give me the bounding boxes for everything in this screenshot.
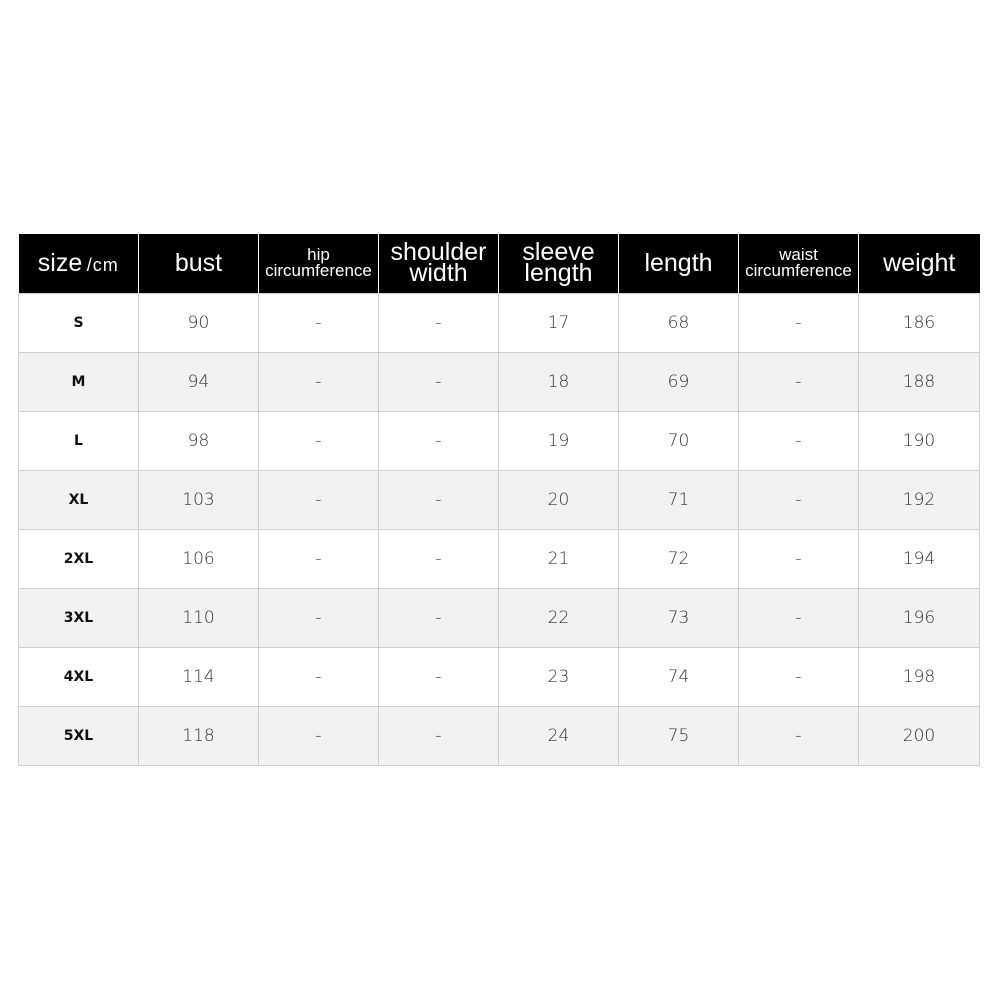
table-row: [19, 647, 980, 706]
header-hip-line1: hip: [307, 244, 330, 264]
header-shoulder-width: [379, 234, 499, 293]
cell-shoulder: -: [379, 647, 499, 706]
cell-length: 69: [619, 352, 739, 411]
table-row: [19, 706, 980, 765]
table-row: [19, 411, 980, 470]
cell-shoulder: -: [379, 293, 499, 352]
header-bust-label: bust: [174, 248, 223, 277]
cell-length: 73: [619, 588, 739, 647]
cell-bust: 110: [139, 588, 259, 647]
header-hip-circumference: [259, 234, 379, 293]
cell-size: 5XL: [19, 706, 139, 765]
cell-waist: -: [739, 470, 859, 529]
cell-hip: -: [259, 647, 379, 706]
cell-weight: 190: [859, 411, 980, 470]
header-size: [19, 234, 139, 293]
table-row: [19, 470, 980, 529]
cell-weight: 192: [859, 470, 980, 529]
table-row: [19, 529, 980, 588]
cell-length: 75: [619, 706, 739, 765]
header-hip-label: [265, 244, 372, 280]
cell-sleeve: 17: [499, 293, 619, 352]
header-weight-label: weight: [883, 248, 956, 277]
cell-weight: 188: [859, 352, 980, 411]
header-length: [619, 234, 739, 293]
cell-size: 4XL: [19, 647, 139, 706]
header-waist-line1: waist: [779, 244, 818, 264]
cell-shoulder: -: [379, 706, 499, 765]
table-row: [19, 588, 980, 647]
cell-weight: 196: [859, 588, 980, 647]
cell-hip: -: [259, 529, 379, 588]
header-hip-line2: circumference: [265, 260, 372, 280]
cell-waist: -: [739, 293, 859, 352]
table-header: [19, 234, 980, 293]
cell-shoulder: -: [379, 529, 499, 588]
cell-length: 74: [619, 647, 739, 706]
cell-size: L: [19, 411, 139, 470]
cell-size: 2XL: [19, 529, 139, 588]
cell-length: 71: [619, 470, 739, 529]
cell-shoulder: -: [379, 588, 499, 647]
cell-hip: -: [259, 588, 379, 647]
cell-waist: -: [739, 588, 859, 647]
header-shoulder-label: [390, 237, 487, 287]
cell-shoulder: -: [379, 470, 499, 529]
cell-length: 72: [619, 529, 739, 588]
cell-weight: 186: [859, 293, 980, 352]
cell-hip: -: [259, 411, 379, 470]
header-bust: [139, 234, 259, 293]
cell-weight: 198: [859, 647, 980, 706]
cell-sleeve: 19: [499, 411, 619, 470]
cell-hip: -: [259, 352, 379, 411]
cell-waist: -: [739, 706, 859, 765]
table-row: [19, 293, 980, 352]
cell-weight: 194: [859, 529, 980, 588]
cell-sleeve: 24: [499, 706, 619, 765]
cell-size: M: [19, 352, 139, 411]
cell-hip: -: [259, 293, 379, 352]
cell-bust: 103: [139, 470, 259, 529]
header-size-unit: /cm: [86, 254, 119, 275]
header-weight: [859, 234, 980, 293]
cell-shoulder: -: [379, 352, 499, 411]
cell-waist: -: [739, 352, 859, 411]
cell-length: 68: [619, 293, 739, 352]
header-size-label: size: [37, 248, 83, 277]
cell-waist: -: [739, 529, 859, 588]
size-chart-table: [18, 234, 980, 766]
cell-bust: 94: [139, 352, 259, 411]
table-body: [19, 293, 980, 765]
cell-size: S: [19, 293, 139, 352]
cell-size: XL: [19, 470, 139, 529]
cell-bust: 114: [139, 647, 259, 706]
header-sleeve-line1: sleeve: [522, 237, 595, 266]
cell-bust: 98: [139, 411, 259, 470]
header-sleeve-length: [499, 234, 619, 293]
cell-waist: -: [739, 411, 859, 470]
table-row: [19, 352, 980, 411]
header-sleeve-line2: length: [524, 258, 593, 287]
header-row: [19, 234, 980, 293]
cell-bust: 118: [139, 706, 259, 765]
header-waist-circumference: [739, 234, 859, 293]
cell-weight: 200: [859, 706, 980, 765]
cell-bust: 90: [139, 293, 259, 352]
cell-waist: -: [739, 647, 859, 706]
cell-shoulder: -: [379, 411, 499, 470]
cell-bust: 106: [139, 529, 259, 588]
header-length-label: length: [644, 248, 713, 277]
header-waist-label: [745, 244, 852, 280]
cell-size: 3XL: [19, 588, 139, 647]
cell-hip: -: [259, 470, 379, 529]
cell-sleeve: 18: [499, 352, 619, 411]
cell-sleeve: 22: [499, 588, 619, 647]
cell-sleeve: 20: [499, 470, 619, 529]
cell-hip: -: [259, 706, 379, 765]
header-shoulder-line1: shoulder: [390, 237, 487, 266]
cell-sleeve: 23: [499, 647, 619, 706]
header-shoulder-line2: width: [409, 258, 468, 287]
cell-length: 70: [619, 411, 739, 470]
cell-sleeve: 21: [499, 529, 619, 588]
header-waist-line2: circumference: [745, 260, 852, 280]
header-sleeve-label: [522, 237, 595, 287]
